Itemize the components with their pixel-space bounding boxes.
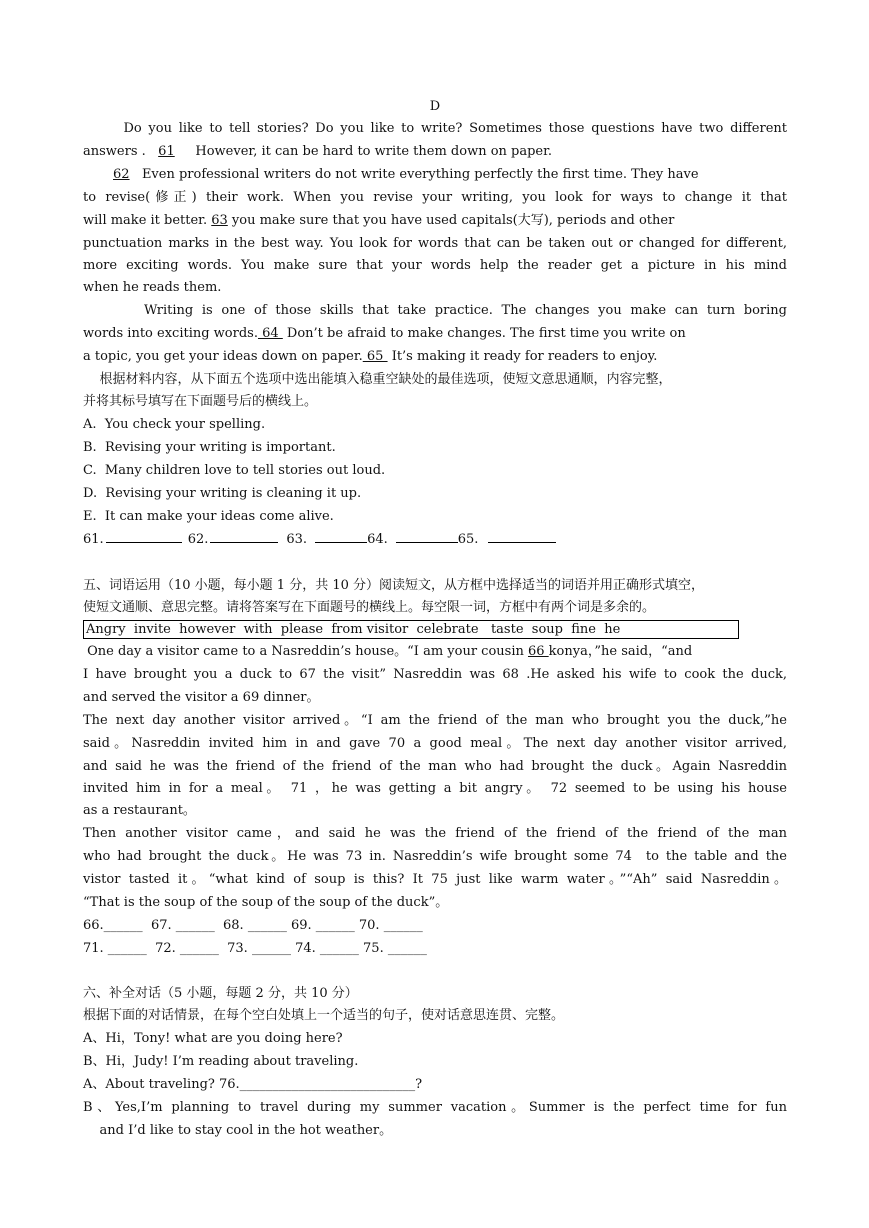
blank-65: 65 <box>362 349 388 364</box>
paragraph-2-line-2: to revise(修正) their work. When you revise your writing, you look for ways to change it that <box>83 190 787 205</box>
story-line-5: said。Nasreddin invited him in and gave 70 a good meal。The next day another visitor arrived, <box>83 736 787 751</box>
answer-blank-61[interactable] <box>106 528 182 543</box>
dialogue-line-5: and I’d like to stay cool in the hot weather。 <box>83 1123 393 1138</box>
blank-61: 61 <box>158 144 175 159</box>
paragraph-2-line-4: punctuation marks in the best way. You look for words that can be taken out or changed for different, <box>83 236 787 251</box>
story-line-6: and said he was the friend of the friend of the man who had brought the duck。Again Nasreddin <box>83 759 787 774</box>
story-line-7: invited him in for a meal。 71 ，he was getting a bit angry。 72 seemed to be using his house <box>83 781 787 796</box>
section-six-instruction: 根据下面的对话情景，在每个空白处填上一个适当的句子，使对话意思连贯、完整。 <box>83 1008 565 1023</box>
answer-blank-65[interactable] <box>488 528 556 543</box>
dialogue-line-4: B、Yes,I’m planning to travel during my summer vacation。Summer is the perfect time for fun <box>83 1100 787 1115</box>
blank-62: 62 <box>113 167 130 182</box>
instruction-line-1: 根据材料内容，从下面五个选项中选出能填入稳重空缺处的最佳选项，使短文意思通顺，内容完整， <box>83 372 672 387</box>
instruction-line-2: 并将其标号填写在下面题号后的横线上。 <box>83 394 318 409</box>
dialogue-line-3[interactable]: A、About traveling? 76.___________________________? <box>83 1077 423 1092</box>
story-line-2: I have brought you a duck to 67 the visit” Nasreddin was 68 .He asked his wife to cook the duck, <box>83 667 787 682</box>
answer-row-66-70[interactable]: 66.______ 67. ______ 68. ______ 69. ______ 70. ______ <box>83 918 423 933</box>
blank-66: 66 <box>527 644 549 659</box>
story-line-9: Then another visitor came，and said he was the friend of the friend of the friend of the man <box>83 826 787 841</box>
story-line-12: “That is the soup of the soup of the soup of the duck”。 <box>83 895 449 910</box>
story-line-11: vistor tasted it。“what kind of soup is this? It 75 just like warm water。”“Ah” said Nasreddin。 <box>83 872 787 887</box>
story-line-4: The next day another visitor arrived。“I am the friend of the man who brought you the duck,”he <box>83 713 787 728</box>
option-b: B. Revising your writing is important. <box>83 440 336 455</box>
section-five-heading-line-1: 五、词语运用（10 小题，每小题 1 分，共 10 分）阅读短文，从方框中选择适当的词语并用正确形式填空， <box>83 578 705 593</box>
answer-blank-64[interactable] <box>396 528 458 543</box>
section-six-heading: 六、补全对话（5 小题，每题 2 分，共 10 分） <box>83 986 358 1001</box>
answer-blank-62[interactable] <box>210 528 278 543</box>
paragraph-2-line-1: 62 Even professional writers do not write everything perfectly the first time. They have <box>113 167 699 182</box>
dialogue-line-1: A、Hi，Tony! what are you doing here? <box>83 1031 343 1046</box>
story-line-3: and served the visitor a 69 dinner。 <box>83 690 320 705</box>
option-c: C. Many children love to tell stories out loud. <box>83 463 386 478</box>
option-e: E. It can make your ideas come alive. <box>83 509 334 524</box>
blank-63: 63 <box>211 213 228 228</box>
word-box: Angry invite however with please from visitor celebrate taste soup fine he <box>83 620 739 639</box>
answer-row-61-65: 61. 62. 63. 64. 65. <box>83 528 556 550</box>
story-line-10: who had brought the duck。He was 73 in. Nasreddin’s wife brought some 74 to the table and the <box>83 849 787 864</box>
section-d-title: D <box>429 99 441 114</box>
paragraph-2-line-5: more exciting words. You make sure that your words help the reader get a picture in his mind <box>83 258 787 273</box>
option-d: D. Revising your writing is cleaning it up. <box>83 486 362 501</box>
paragraph-3-line-3: a topic, you get your ideas down on paper. 65 It’s making it ready for readers to enjoy. <box>83 349 658 364</box>
section-five-heading-line-2: 使短文通顺、意思完整。请将答案写在下面题号的横线上。每空限一词，方框中有两个词是多余的。 <box>83 600 656 615</box>
paragraph-2-line-6: when he reads them. <box>83 280 222 295</box>
answer-row-71-75[interactable]: 71. ______ 72. ______ 73. ______ 74. ______ 75. ______ <box>83 941 427 956</box>
story-line-1: One day a visitor came to a Nasreddin’s house。“I am your cousin 66 konya，”he said，“and <box>83 644 693 659</box>
dialogue-line-2: B、Hi，Judy! I’m reading about traveling. <box>83 1054 359 1069</box>
option-a: A. You check your spelling. <box>83 417 266 432</box>
paragraph-1-line-2: answers . 61 However, it can be hard to write them down on paper. <box>83 144 553 159</box>
story-line-8: as a restaurant。 <box>83 803 196 818</box>
paragraph-3-line-2: words into exciting words. 64 Don’t be afraid to make changes. The first time you write on <box>83 326 686 341</box>
paragraph-3-line-1: Writing is one of those skills that take practice. The changes you make can turn boring <box>83 303 787 318</box>
blank-64: 64 <box>257 326 283 341</box>
paragraph-2-line-3: will make it better. 63 you make sure that you have used capitals(大写), periods and other <box>83 213 675 228</box>
answer-blank-63[interactable] <box>315 528 367 543</box>
paragraph-1-line-1: Do you like to tell stories? Do you like to write? Sometimes those questions have two different <box>83 121 787 136</box>
